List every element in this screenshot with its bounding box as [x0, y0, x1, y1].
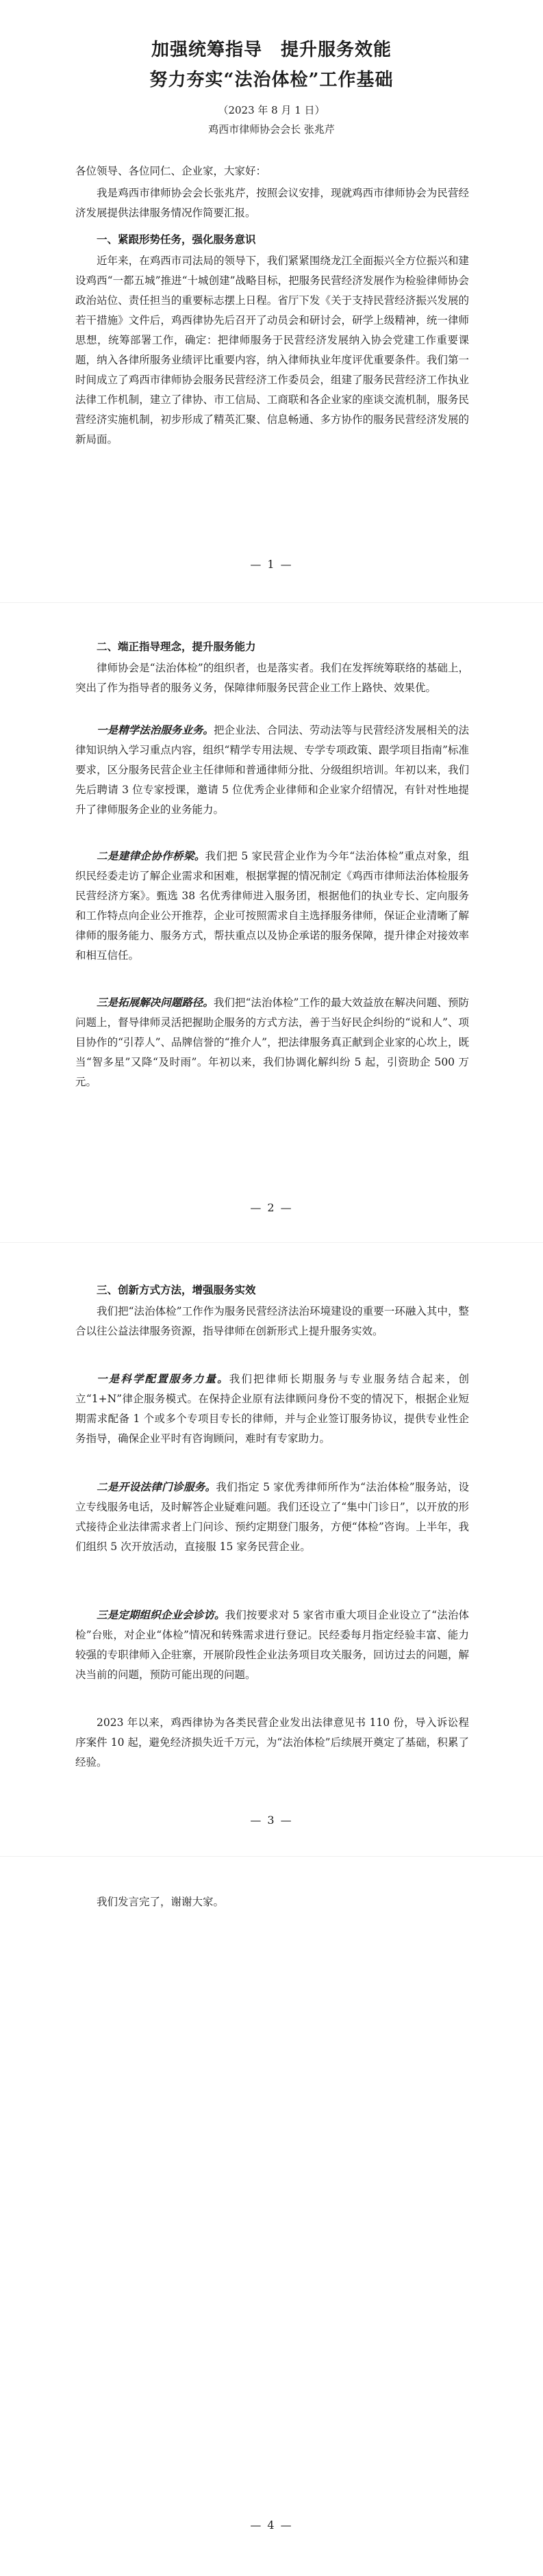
closing-remark: 我们发言完了，谢谢大家。 [97, 1896, 225, 1908]
section-3-item-3-label: 三是定期组织企业会诊访。 [97, 1608, 225, 1621]
section-2-item-3-text: 我们把“法治体检”工作的最大效益放在解决问题、预防问题上，督导律师灵活把握助企服务的方式方法，善于当好民企纠纷的“说和人”、项目协作的“引荐人”、品牌信誉的“推介人”，把法律服务真正献到企业家的心坎上，既当“智多星”又降“及时雨”。年初以来，我们协调化解纠纷 5 起，引资助企 500 万元。 [75, 996, 469, 1088]
section-2-item-3-label: 三是拓展解决问题路径。 [97, 996, 214, 1009]
section-2-item-3 [75, 992, 469, 1092]
page-divider [0, 602, 543, 603]
section-2-item-2-label: 二是建律企协作桥梁。 [97, 849, 205, 862]
section-3-item-2-label: 二是开设法律门诊服务。 [97, 1480, 216, 1493]
page-number-2: — 2 — [250, 1201, 293, 1214]
document-title-line-1: 加强统筹指导 提升服务效能 [151, 40, 392, 60]
page-number-1: — 1 — [250, 558, 293, 571]
section-1-heading: 一、紧跟形势任务，强化服务意识 [97, 233, 256, 246]
section-2-heading: 二、端正指导理念，提升服务能力 [97, 640, 256, 653]
page-number-3: — 3 — [250, 1814, 293, 1827]
section-3-item-3 [75, 1605, 469, 1685]
section-1-body: 近年来，在鸡西市司法局的领导下，我们紧紧围绕龙江全面振兴全方位振兴和建设鸡西“一都五城”推进“十城创建”战略目标，把服务民营经济发展作为检验律师协会政治站位、责任担当的重要标志摆上日程。省厅下发《关于支持民营经济振兴发展的若干措施》文件后，鸡西律协先后召开了动员会和研讨会，研学上级精神，统一律师思想，统筹部署工作，确定：把律师服务于民营经济发展纳入协会党建工作重要课题，纳入各律所服务业绩评比重要内容，纳入律师执业年度评优重要条件。我们第一时间成立了鸡西市律师协会服务民营经济工作委员会，组建了服务民营经济工作执业法律工作机制，建立了律协、市工信局、工商联和各企业家的座谈交流机制，服务民营经济实施机制，初步形成了精英汇聚、信息畅通、多方协作的服务民营经济发展的新局面。 [75, 255, 469, 446]
section-2-item-2 [75, 846, 469, 966]
section-3-item-2 [75, 1477, 469, 1557]
section-2-item-1-text: 把企业法、合同法、劳动法等与民营经济发展相关的法律知识纳入学习重点内容，组织“精学专用法规、专学专项政策、跟学项目指南”标准要求，区分服务民营企业主任律师和普通律师分批、分级组织培训。年初以来，我们先后聘请 3 位专家授课，邀请 5 位优秀企业律师和企业家介绍情况，有针对性地提升了律师服务企业的业务能力。 [75, 724, 469, 816]
speech-author: 鸡西市律师协会会长 张兆芹 [208, 123, 335, 136]
section-3-item-1 [75, 1369, 469, 1449]
section-3-item-2-text: 我们指定 5 家优秀律师所作为“法治体检”服务站，设立专线服务电话，及时解答企业疑难问题。我们还设立了“集中门诊日”，以开放的形式接待企业法律需求者上门问诊、预约定期登门服务，方便“体检”咨询。上半年，我们组织 5 次开放活动，直接服 15 家务民营企业。 [75, 1481, 469, 1553]
document-title-line-2: 努力夯实“法治体检”工作基础 [149, 70, 394, 90]
page-number-4: — 4 — [250, 2519, 293, 2532]
section-2-item-1-label: 一是精学法治服务业务。 [97, 723, 214, 736]
section-3-intro: 我们把“法治体检”工作作为服务民营经济法治环境建设的重要一环融入其中，整合以往公益法律服务资源，指导律师在创新形式上提升服务实效。 [75, 1305, 469, 1337]
greeting: 各位领导、各位同仁、企业家，大家好： [75, 165, 267, 177]
section-2-item-2-text: 我们把 5 家民营企业作为今年“法治体检”重点对象，组织民经委走访了解企业需求和困难，根据掌握的情况制定《鸡西市律师法治体检服务民营经济方案》。甄选 38 名优秀律师进入服务团，根据他们的执业专长、定向服务和工作特点向企业公开推荐，企业可按照需求自主选择服务律师，保证企业清晰了解律师的服务能力、服务方式，帮扶重点以及协企承诺的服务保障，提升律企对接效率和相互信任。 [75, 850, 469, 962]
section-3-heading: 三、创新方式方法，增强服务实效 [97, 1283, 256, 1296]
section-2-item-1 [75, 720, 469, 820]
speech-date: （2023 年 8 月 1 日） [218, 104, 325, 116]
section-3-item-3-text: 我们按要求对 5 家省市重大项目企业设立了“法治体检”台账，对企业“体检”情况和转殊需求进行登记。民经委每月指定经验丰富、能力较强的专职律师入企驻寨，开展阶段性企业法务项目攻关服务，回访过去的问题，解决当前的问题，预防可能出现的问题。 [75, 1609, 469, 1681]
section-3-item-1-text: 我们把律师长期服务与专业服务结合起来，创立“1+N”律企服务模式。在保持企业原有法律顾问身份不变的情况下，根据企业短期需求配备 1 个或多个专项目专长的律师，并与企业签订服务协议，提供专业性企务指导，确保企业平时有咨询顾问，难时有专家助力。 [75, 1373, 469, 1445]
intro-paragraph: 我是鸡西市律师协会会长张兆芹，按照会议安排，现就鸡西市律师协会为民营经济发展提供法律服务情况作简要汇报。 [75, 187, 469, 219]
page-divider [0, 1242, 543, 1243]
section-3-summary: 2023 年以来，鸡西律协为各类民营企业发出法律意见书 110 份，导入诉讼程序案件 10 起，避免经济损失近千万元，为“法治体检”后续展开奠定了基础，积累了经验。 [75, 1716, 469, 1768]
section-3-item-1-label: 一是科学配置服务力量。 [97, 1372, 229, 1385]
section-2-intro: 律师协会是“法治体检”的组织者，也是落实者。我们在发挥统筹联络的基础上，突出了作为指导者的服务义务，保障律师服务民营企业工作上路快、效果优。 [75, 662, 469, 694]
page-divider [0, 1856, 543, 1857]
